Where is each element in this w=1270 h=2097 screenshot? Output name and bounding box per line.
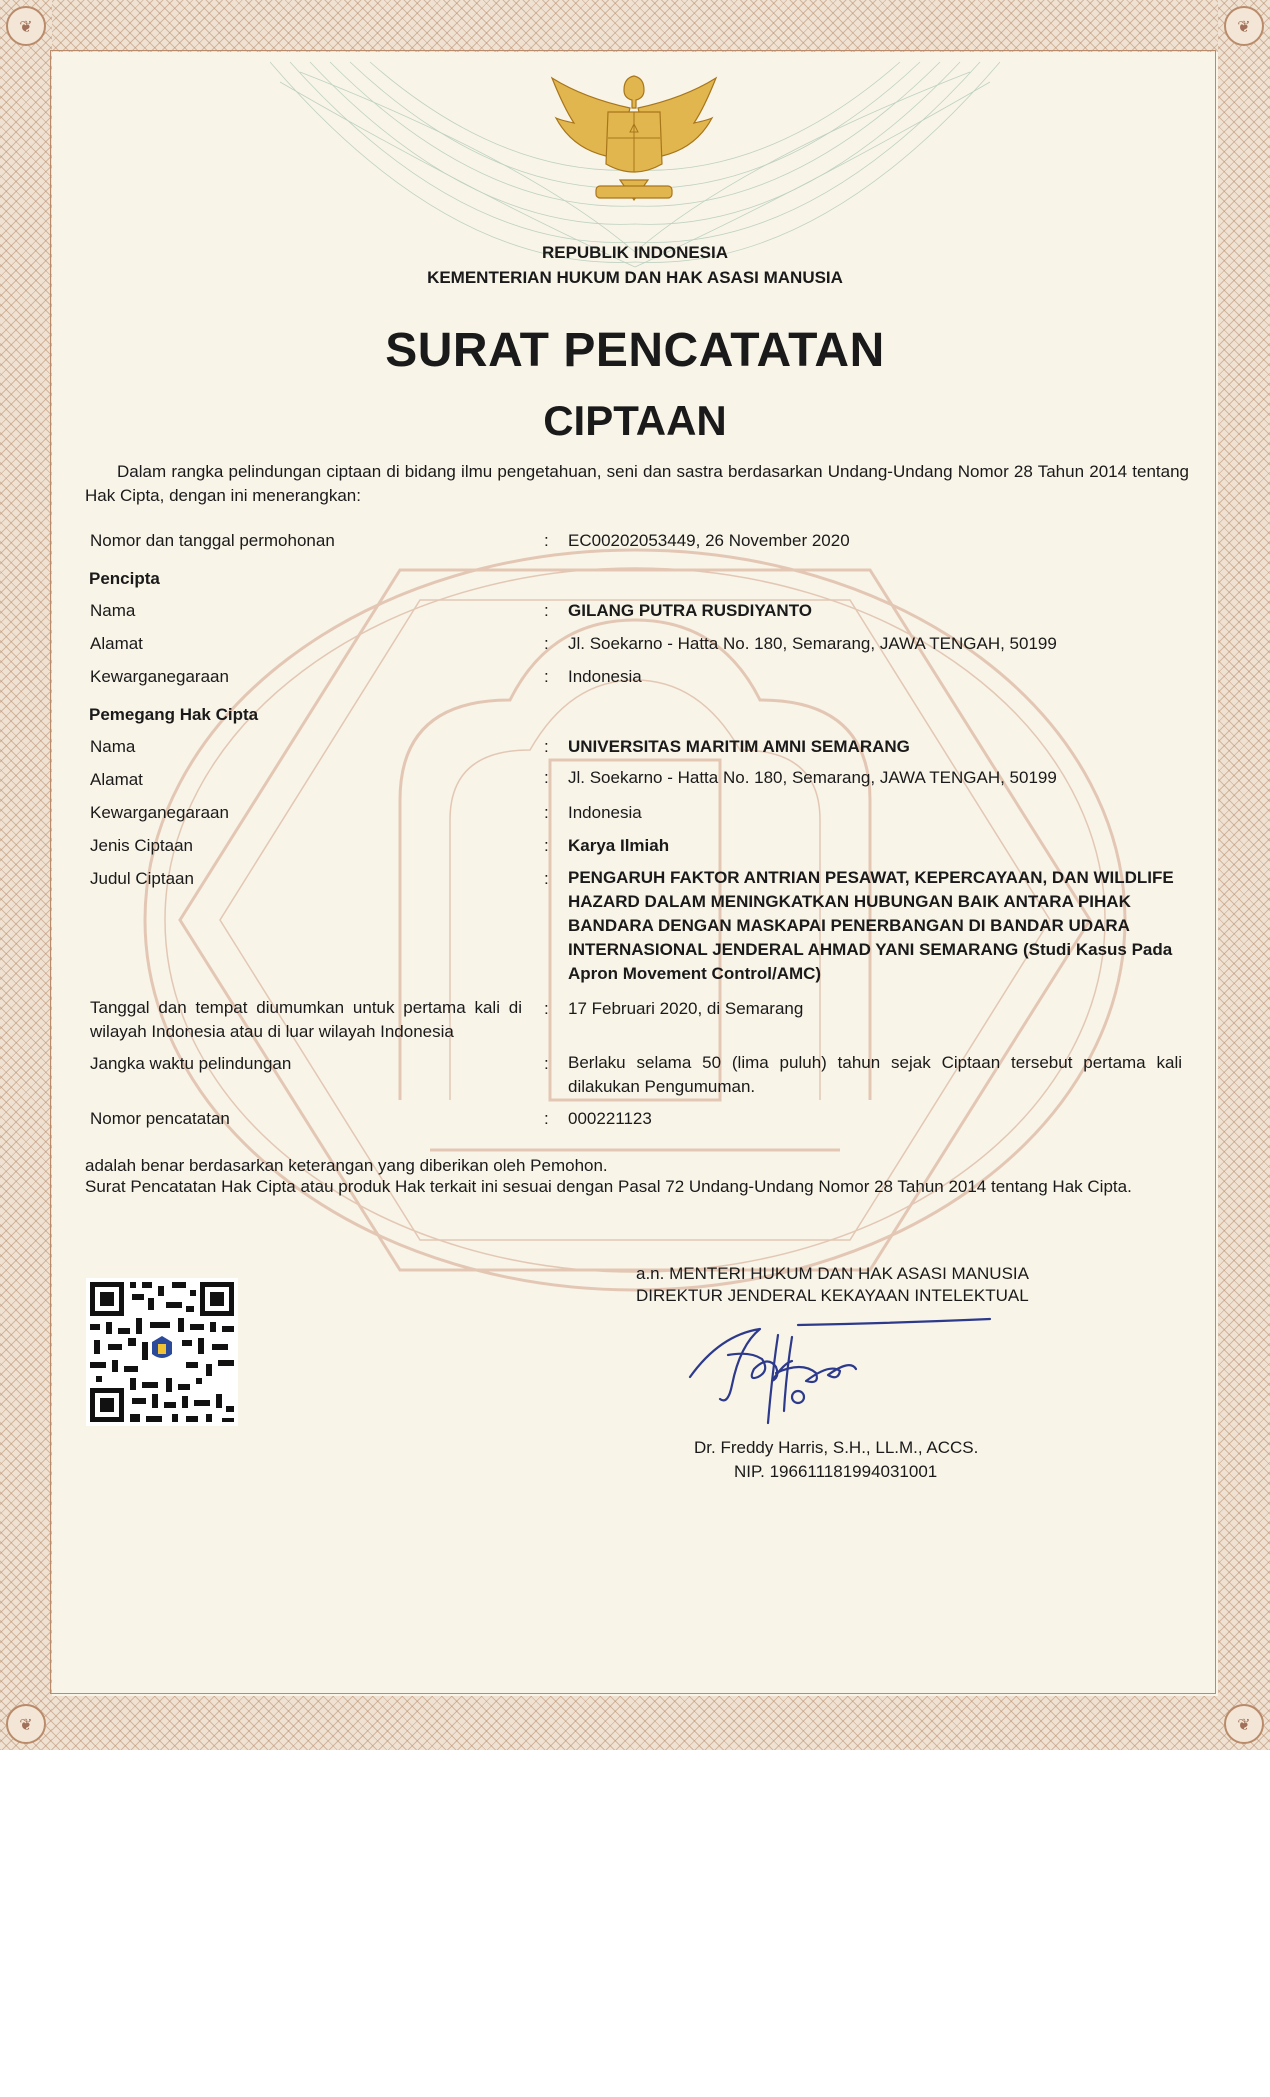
creator-citizenship-label: Kewarganegaraan	[90, 667, 229, 686]
holder-address: Jl. Soekarno - Hatta No. 180, Semarang, JAWA TENGAH, 50199	[568, 768, 1057, 787]
signatory-nip: NIP. 196611181994031001	[734, 1462, 938, 1481]
creator-address: Jl. Soekarno - Hatta No. 180, Semarang, JAWA TENGAH, 50199	[568, 634, 1057, 653]
work-title-label: Judul Ciptaan	[90, 869, 194, 888]
holder-heading: Pemegang Hak Cipta	[89, 705, 259, 724]
separator-colon: :	[544, 634, 549, 653]
creator-citizenship: Indonesia	[568, 667, 642, 686]
document-subtitle: CIPTAAN	[543, 397, 727, 444]
signature-position: DIREKTUR JENDERAL KEKAYAAN INTELEKTUAL	[636, 1286, 1029, 1305]
application-label: Nomor dan tanggal permohonan	[90, 531, 335, 550]
separator-colon: :	[544, 999, 549, 1018]
holder-citizenship-label: Kewarganegaraan	[90, 803, 229, 822]
separator-colon: :	[544, 1109, 549, 1128]
garuda-emblem-icon	[544, 68, 724, 208]
creator-name: GILANG PUTRA RUSDIYANTO	[568, 601, 813, 620]
ornament-corner-icon: ❦	[1224, 6, 1264, 46]
separator-colon: :	[544, 531, 549, 550]
handwritten-signature	[680, 1315, 1000, 1435]
published-label: Tanggal dan tempat diumumkan untuk pertama kali di wilayah Indonesia atau di luar wilayah Indonesia	[90, 998, 522, 1041]
signature-on-behalf: a.n. MENTERI HUKUM DAN HAK ASASI MANUSIA	[636, 1264, 1029, 1283]
separator-colon: :	[544, 667, 549, 686]
work-type: Karya Ilmiah	[568, 836, 670, 855]
document-title: SURAT PENCATATAN	[385, 324, 885, 377]
country-name: REPUBLIK INDONESIA	[541, 243, 729, 262]
separator-colon: :	[544, 869, 549, 888]
ornament-corner-icon: ❦	[6, 6, 46, 46]
border-top	[0, 0, 1270, 52]
record-number-label: Nomor pencatatan	[90, 1109, 230, 1128]
holder-name-label: Nama	[90, 737, 136, 756]
published-value: 17 Februari 2020, di Semarang	[568, 999, 804, 1018]
qr-code-icon	[86, 1278, 238, 1426]
holder-address-label: Alamat	[90, 770, 143, 789]
creator-name-label: Nama	[90, 601, 136, 620]
term-label: Jangka waktu pelindungan	[90, 1054, 292, 1073]
closing-statement: adalah benar berdasarkan keterangan yang diberikan oleh Pemohon.	[85, 1156, 608, 1175]
work-title: PENGARUH FAKTOR ANTRIAN PESAWAT, KEPERCAYAAN, DAN WILDLIFE HAZARD DALAM MENINGKATKAN HUBUNGAN BAIK ANTARA PIHAK BANDARA DENGAN MASKAPAI PENERBANGAN DI BANDAR UDARA INTERNASIONAL JENDERAL AHMAD YANI SEMARANG (Studi Kasus Pada Apron Movement Control/AMC)	[568, 868, 1174, 983]
border-bottom	[0, 1696, 1270, 1750]
legal-basis-statement: Surat Pencatatan Hak Cipta atau produk Hak terkait ini sesuai dengan Pasal 72 Undang-Undang Nomor 28 Tahun 2014 tentang Hak Cipta.	[85, 1177, 1132, 1196]
creator-heading: Pencipta	[89, 569, 160, 588]
holder-citizenship: Indonesia	[568, 803, 642, 822]
intro-paragraph: Dalam rangka pelindungan ciptaan di bidang ilmu pengetahuan, seni dan sastra berdasarkan Undang-Undang Nomor 28 Tahun 2014 tentang Hak Cipta, dengan ini menerangkan:	[85, 462, 1189, 505]
record-number: 000221123	[568, 1109, 652, 1128]
ornament-corner-icon: ❦	[6, 1704, 46, 1744]
application-value: EC00202053449, 26 November 2020	[568, 531, 850, 550]
separator-colon: :	[544, 737, 549, 756]
holder-name: UNIVERSITAS MARITIM AMNI SEMARANG	[568, 737, 910, 756]
separator-colon: :	[544, 1054, 549, 1073]
separator-colon: :	[544, 803, 549, 822]
separator-colon: :	[544, 601, 549, 620]
separator-colon: :	[544, 768, 549, 787]
creator-address-label: Alamat	[90, 634, 143, 653]
ministry-name: KEMENTERIAN HUKUM DAN HAK ASASI MANUSIA	[427, 268, 843, 287]
work-type-label: Jenis Ciptaan	[90, 836, 194, 855]
ornament-corner-icon: ❦	[1224, 1704, 1264, 1744]
separator-colon: :	[544, 836, 549, 855]
term-value: Berlaku selama 50 (lima puluh) tahun sejak Ciptaan tersebut pertama kali dilakukan Pengumuman.	[568, 1053, 1182, 1096]
signatory-name: Dr. Freddy Harris, S.H., LL.M., ACCS.	[694, 1438, 979, 1457]
